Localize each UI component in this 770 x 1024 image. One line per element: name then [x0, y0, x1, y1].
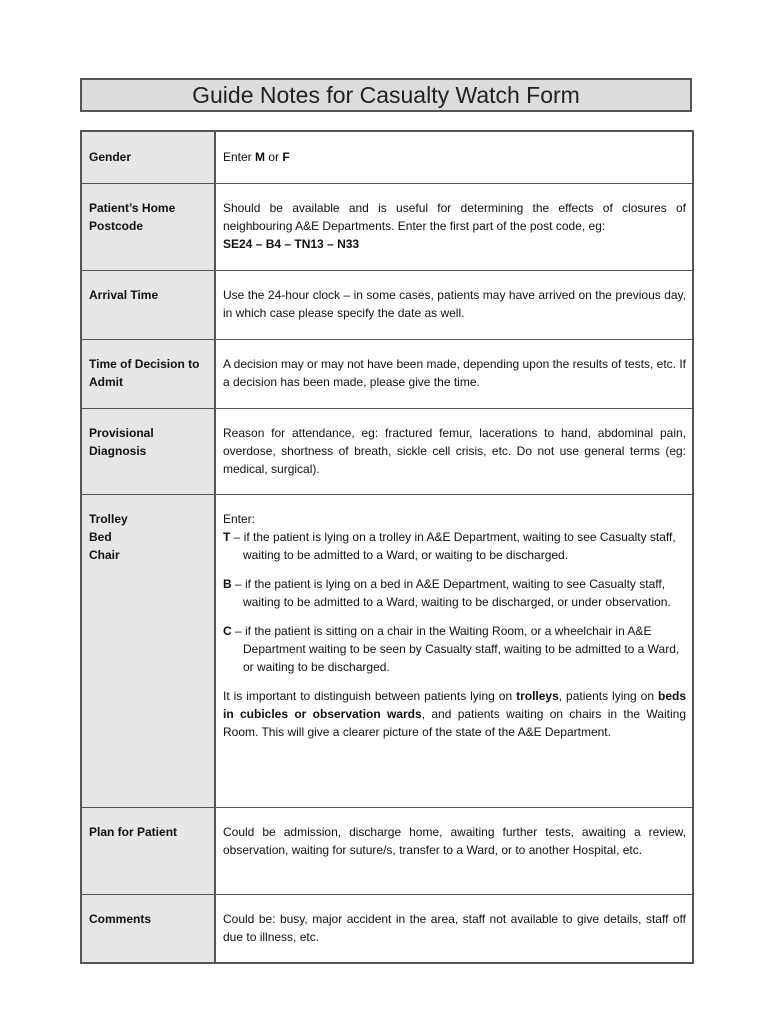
label-trolley-text: Trolley — [89, 511, 128, 526]
label-diagnosis-text: Provisional Diagnosis — [89, 425, 154, 458]
desc-trolley-bed-chair — [215, 494, 693, 807]
table-row-arrival — [81, 270, 693, 339]
desc-decision — [215, 339, 693, 408]
postcode-examples: SE24 – B4 – TN13 – N33 — [223, 236, 360, 251]
postcode-text: Should be available and is useful for determining the effects of closures of neighbouring A&E Departments. Enter the first part of the post code, eg: — [223, 200, 686, 233]
form-title-text: Guide Notes for Casualty Watch Form — [192, 81, 580, 108]
table-row-trolley — [81, 494, 693, 807]
imp-text-2: , patients lying on — [558, 688, 658, 703]
arrival-text: Use the 24-hour clock – in some cases, patients may have arrived on the previous day, in which case please specify the date as well. — [223, 287, 686, 320]
trolley-b-key: B — [223, 576, 232, 591]
label-bed-text: Bed — [89, 529, 112, 544]
table-row-postcode — [81, 183, 693, 270]
table-row-decision — [81, 339, 693, 408]
trolley-c-text: – if the patient is sitting on a chair in the Waiting Room, or a wheelchair in A&E Department waiting to be seen by Casualty staff, waiting to be admitted to a Ward, or waiting to be discharged. — [231, 623, 680, 674]
label-arrival — [81, 270, 215, 339]
guide-notes-table — [80, 130, 694, 964]
gender-f-key: F — [282, 150, 290, 164]
table-row-gender — [81, 131, 693, 183]
label-comments — [81, 894, 215, 963]
label-postcode — [81, 183, 215, 270]
gender-enter-text: Enter — [223, 150, 252, 164]
desc-gender — [215, 131, 693, 183]
desc-plan — [215, 807, 693, 894]
label-plan — [81, 807, 215, 894]
trolley-t-text: – if the patient is lying on a trolley in A&E Department, waiting to see Casualty staff, waiting to be admitted to a Ward, or waiting to be discharged. — [230, 529, 676, 562]
trolley-importance-note — [223, 687, 686, 741]
plan-text: Could be admission, discharge home, awaiting further tests, awaiting a review, observation, waiting for suture/s, transfer to a Ward, or to another Hospital, etc. — [223, 824, 686, 857]
trolley-b-item — [223, 575, 686, 611]
trolley-c-key: C — [223, 623, 232, 638]
trolley-t-key: T — [223, 529, 231, 544]
label-decision — [81, 339, 215, 408]
label-gender — [81, 131, 215, 183]
label-plan-text: Plan for Patient — [89, 824, 178, 839]
comments-text: Could be: busy, major accident in the area, staff not available to give details, staff off due to illness, etc. — [223, 911, 686, 944]
label-trolley-bed-chair — [81, 494, 215, 807]
imp-text-1: It is important to distinguish between patients lying on — [223, 688, 517, 703]
form-title — [80, 78, 692, 112]
gender-or-text: or — [268, 150, 280, 164]
desc-diagnosis — [215, 408, 693, 494]
desc-comments — [215, 894, 693, 963]
table-row-diagnosis — [81, 408, 693, 494]
desc-arrival — [215, 270, 693, 339]
gender-m-key: M — [255, 150, 266, 164]
label-chair-text: Chair — [89, 547, 120, 562]
trolley-b-text: – if the patient is lying on a bed in A&E Department, waiting to see Casualty staff, waiting to be admitted to a Ward, waiting to be discharged, or under observation. — [231, 576, 671, 609]
label-diagnosis — [81, 408, 215, 494]
label-decision-text: Time of Decision to Admit — [89, 356, 200, 389]
table-row-plan — [81, 807, 693, 894]
label-comments-text: Comments — [89, 911, 152, 926]
imp-trolleys: trolleys — [516, 688, 559, 703]
diagnosis-text: Reason for attendance, eg: fractured femur, lacerations to hand, abdominal pain, overdose, shortness of breath, sickle cell crisis, etc. Do not use general terms (eg: medical, surgical). — [223, 425, 686, 476]
trolley-t-item — [223, 528, 686, 564]
trolley-enter: Enter: — [223, 511, 256, 526]
label-postcode-text: Patient’s Home Postcode — [89, 200, 176, 233]
decision-text: A decision may or may not have been made, depending upon the results of tests, etc. If a decision has been made, please give the time. — [223, 356, 686, 389]
imp-beds: beds in cubicles or observation wards — [223, 688, 686, 721]
label-arrival-text: Arrival Time — [89, 287, 159, 302]
label-gender-text: Gender — [89, 150, 132, 164]
desc-postcode — [215, 183, 693, 270]
trolley-c-item — [223, 622, 686, 676]
table-row-comments — [81, 894, 693, 963]
imp-text-3: , and patients waiting on chairs in the Waiting Room. This will give a clearer picture of the state of the A&E Department. — [223, 706, 686, 739]
